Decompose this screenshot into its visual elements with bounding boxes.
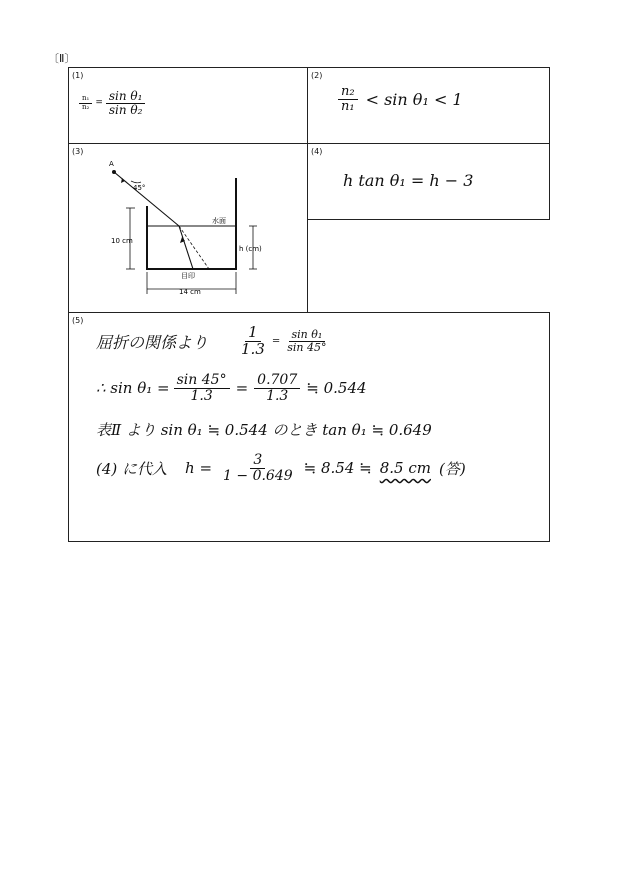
answer-cell-3 (68, 143, 308, 313)
refracted-ray (179, 226, 193, 269)
q5-line-4: (4) に代入 h = $\frac{3}{1 - 0.649}$ ≒ 8.54 ≒ 8.5 cm (答) (96, 452, 466, 484)
line1-right-fraction: $\frac{\text{sin θ₁}}{\sin 45^\circ}$ (287, 328, 327, 354)
q1-rhs-fraction: $\frac{\text{sin θ₁}}{\text{sin θ₂}}$ (106, 90, 146, 116)
height-label: 10 cm (111, 237, 133, 245)
q2-fraction: $\frac{\text{n₂}}{\text{n₁}}$ (338, 85, 358, 113)
question-number: (4) (311, 147, 323, 156)
line1-left-fraction: $\frac{1}{1.3}$ (241, 323, 265, 358)
refraction-diagram (69, 144, 309, 314)
section-label: 〔Ⅱ〕 (48, 52, 76, 65)
line4-fraction: $\frac{3}{1 - 0.649}$ (223, 452, 293, 484)
answer-cell-4 (307, 143, 550, 220)
q5-line-1: 屈折の関係より $\frac{1}{1.3}$ = $\frac{\text{sin θ₁}}{\sin 45^\circ}$ (96, 325, 330, 358)
q1-answer: $\frac{\text{n₁}}{\text{n₂}}$ = $\frac{\text{sin θ₁}}{\text{sin θ₂}}$ (79, 90, 145, 116)
water-surface-label: 水面 (212, 217, 226, 225)
depth-label: h (cm) (239, 245, 262, 253)
answer-cell-2 (307, 67, 550, 144)
line2-fraction-1: $\frac{\sin 45^\circ}{1.3}$ (174, 373, 230, 403)
final-answer: 8.5 cm (379, 459, 431, 478)
point-a-label: A (109, 160, 114, 168)
q5-line-3: 表Ⅱ より sin θ₁ ≒ 0.544 のとき tan θ₁ ≒ 0.649 (96, 421, 432, 439)
q4-answer: h tan θ₁ = h − 3 (343, 171, 474, 190)
question-number: (2) (311, 71, 323, 80)
question-number: (3) (72, 147, 84, 156)
q1-lhs-fraction: $\frac{\text{n₁}}{\text{n₂}}$ (79, 95, 92, 111)
question-number: (1) (72, 71, 84, 80)
dashed-extension (179, 226, 209, 269)
answer-cell-5 (68, 312, 550, 542)
answer-cell-1 (68, 67, 308, 144)
q5-line-2: ∴ sin θ₁ = $\frac{\sin 45^\circ}{1.3}$ = $\frac{0.707}{1.3}$ ≒ 0.544 (96, 372, 367, 404)
q2-answer: $\frac{\text{n₂}}{\text{n₁}}$ < sin θ₁ < 1 (338, 85, 463, 113)
question-number: (5) (72, 316, 84, 325)
line2-fraction-2: $\frac{0.707}{1.3}$ (254, 373, 300, 403)
angle-label: 45° (133, 184, 146, 192)
width-label: 14 cm (179, 288, 201, 296)
mark-label: 目印 (181, 272, 195, 280)
